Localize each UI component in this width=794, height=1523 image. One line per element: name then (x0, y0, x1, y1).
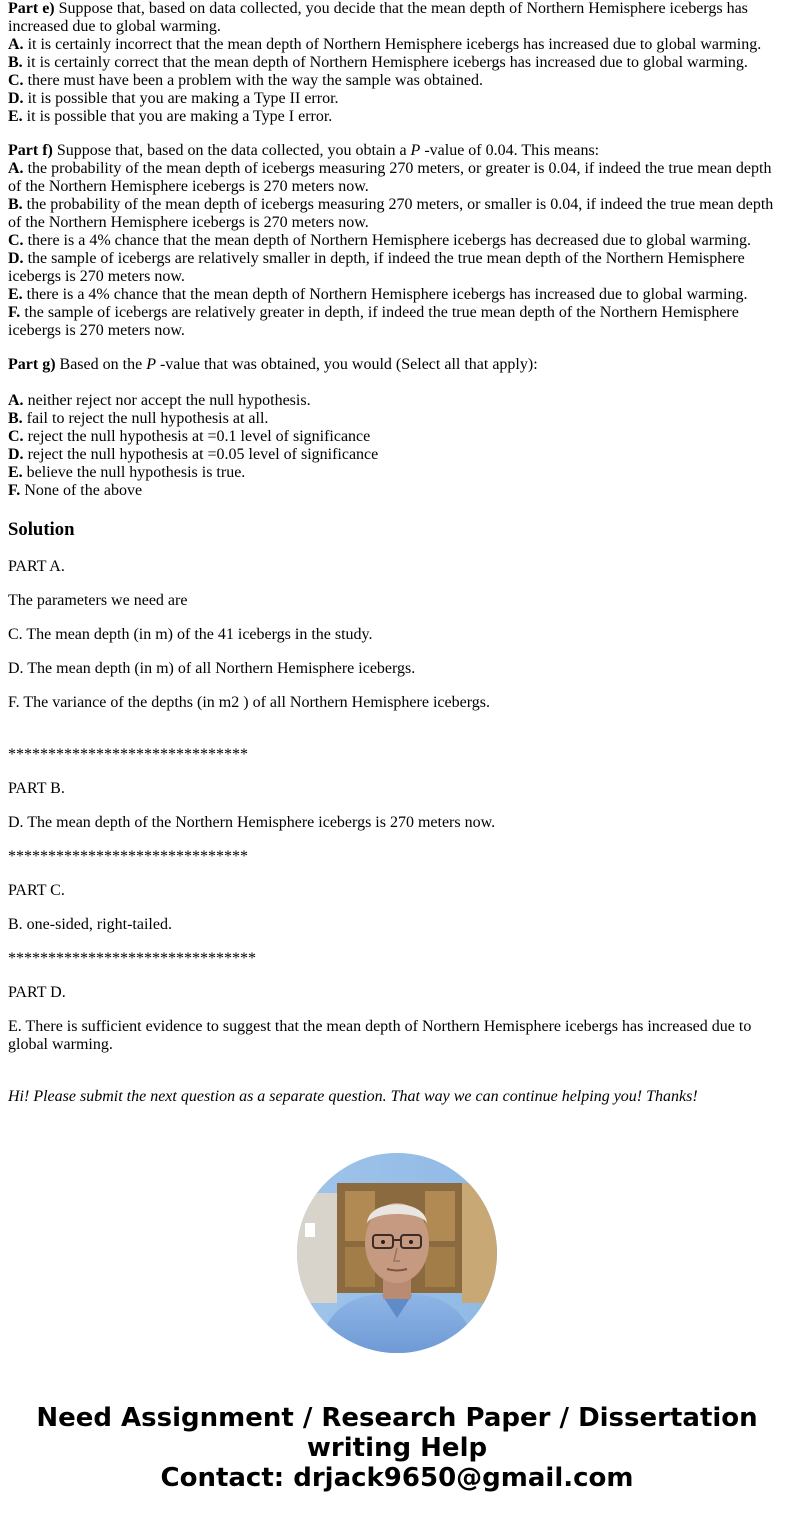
option-text: there must have been a problem with the way the sample was obtained. (27, 72, 483, 89)
spacer (8, 678, 786, 694)
option-letter: A. (8, 36, 24, 53)
part-a-item: C. The mean depth (in m) of the 41 icebergs in the study. (8, 626, 373, 643)
spacer (8, 934, 786, 950)
separator: ****************************** (8, 848, 248, 865)
spacer (8, 764, 786, 780)
option-row (8, 410, 786, 428)
option-text: the probability of the mean depth of icebergs measuring 270 meters, or greater is 0.04, if indeed the true mean depth of the Northern Hemisphere icebergs is 270 meters now. (8, 160, 772, 195)
part-e (8, 0, 786, 126)
option-text: it is certainly correct that the mean depth of Northern Hemisphere icebergs has increased due to global warming. (26, 54, 748, 71)
option-letter: D. (8, 90, 24, 107)
part-e-question: Suppose that, based on data collected, you decide that the mean depth of Northern Hemisphere icebergs has increased due to global warming. (8, 0, 748, 35)
option-letter: E. (8, 108, 23, 125)
option-text: neither reject nor accept the null hypothesis. (27, 392, 311, 409)
part-a-item: F. The variance of the depths (in m2 ) of all Northern Hemisphere icebergs. (8, 694, 490, 711)
spacer (8, 374, 786, 392)
spacer (8, 798, 786, 814)
option-letter: F. (8, 304, 21, 321)
footer-line: Need Assignment / Research Paper / Dissertation (36, 1403, 758, 1433)
part-c-answer: B. one-sided, right-tailed. (8, 916, 172, 933)
part-g (8, 356, 786, 374)
option-letter: C. (8, 232, 24, 249)
option-text: the probability of the mean depth of icebergs measuring 270 meters, or smaller is 0.04, if indeed the true mean depth of the Northern Hemisphere icebergs is 270 meters now. (8, 196, 774, 231)
spacer (8, 500, 786, 519)
option-text: believe the null hypothesis is true. (26, 464, 246, 481)
part-f-question-end: -value of 0.04. This means: (424, 142, 600, 159)
option-letter: A. (8, 392, 24, 409)
spacer (8, 1002, 786, 1018)
option-text: it is certainly incorrect that the mean depth of Northern Hemisphere icebergs has increased due to global warming. (27, 36, 762, 53)
document-body (8, 0, 786, 1106)
option-row (8, 286, 786, 304)
option-row (8, 90, 786, 108)
spacer (8, 340, 786, 356)
p-symbol: P (410, 142, 421, 159)
spacer (8, 900, 786, 916)
separator: ******************************* (8, 950, 256, 967)
option-row (8, 482, 786, 500)
part-d-title: PART D. (8, 984, 66, 1001)
part-d-answer: E. There is sufficient evidence to suggest that the mean depth of Northern Hemisphere icebergs has increased due to global warming. (8, 1018, 752, 1053)
part-b-answer: D. The mean depth of the Northern Hemisphere icebergs is 270 meters now. (8, 814, 496, 831)
spacer (8, 644, 786, 660)
p-symbol: P (146, 356, 156, 373)
part-e-label: Part e) (8, 0, 55, 17)
spacer (8, 126, 786, 142)
solution-heading: Solution (8, 519, 75, 540)
option-text: the sample of icebergs are relatively greater in depth, if indeed the true mean depth of the Northern Hemisphere icebergs is 270 meters now. (8, 304, 739, 339)
footer-line: writing Help (306, 1433, 488, 1463)
option-row (8, 72, 786, 90)
option-letter: B. (8, 54, 23, 71)
contact-footer (0, 1403, 794, 1493)
part-f (8, 142, 786, 340)
part-c-title: PART C. (8, 882, 65, 899)
option-text: reject the null hypothesis at =0.1 level of significance (27, 428, 371, 445)
spacer (8, 866, 786, 882)
part-g-question-end: -value that was obtained, you would (Select all that apply): (159, 356, 538, 373)
option-row (8, 160, 786, 196)
option-letter: D. (8, 250, 24, 267)
part-a-intro: The parameters we need are (8, 592, 188, 609)
footer-contact-email: Contact: drjack9650@gmail.com (160, 1463, 634, 1493)
option-row (8, 304, 786, 340)
part-g-options (8, 392, 786, 500)
part-a-title: PART A. (8, 558, 65, 575)
option-text: it is possible that you are making a Type II error. (27, 90, 339, 107)
closing-note: Hi! Please submit the next question as a separate question. That way we can continue helping you! Thanks! (8, 1088, 698, 1105)
spacer (8, 541, 786, 558)
option-letter: E. (8, 286, 23, 303)
option-text: the sample of icebergs are relatively smaller in depth, if indeed the true mean depth of the Northern Hemisphere icebergs is 270 meters now. (8, 250, 745, 285)
option-letter: F. (8, 482, 21, 499)
option-letter: D. (8, 446, 24, 463)
option-letter: B. (8, 410, 23, 427)
spacer (8, 968, 786, 984)
spacer (8, 832, 786, 848)
option-row (8, 36, 786, 54)
option-text: fail to reject the null hypothesis at all. (26, 410, 269, 427)
option-row (8, 196, 786, 232)
option-row (8, 446, 786, 464)
spacer (8, 610, 786, 626)
option-letter: E. (8, 464, 23, 481)
option-text: reject the null hypothesis at =0.05 level of significance (27, 446, 379, 463)
option-letter: A. (8, 160, 24, 177)
option-row (8, 392, 786, 410)
option-row (8, 54, 786, 72)
option-row (8, 108, 786, 126)
spacer (8, 1054, 786, 1088)
spacer (8, 712, 786, 746)
option-letter: B. (8, 196, 23, 213)
option-row (8, 428, 786, 446)
option-row (8, 232, 786, 250)
separator: ****************************** (8, 746, 248, 763)
part-b-title: PART B. (8, 780, 65, 797)
part-g-label: Part g) (8, 356, 56, 373)
option-text: None of the above (24, 482, 143, 499)
option-letter: C. (8, 72, 24, 89)
avatar (297, 1153, 497, 1353)
option-text: it is possible that you are making a Type I error. (26, 108, 333, 125)
part-f-question-start: Suppose that, based on the data collected, you obtain a (56, 142, 407, 159)
option-row (8, 464, 786, 482)
part-f-label: Part f) (8, 142, 53, 159)
part-a-item: D. The mean depth (in m) of all Northern Hemisphere icebergs. (8, 660, 416, 677)
part-g-question-start: Based on the (59, 356, 143, 373)
option-letter: C. (8, 428, 24, 445)
option-text: there is a 4% chance that the mean depth of Northern Hemisphere icebergs has decreased due to global warming. (27, 232, 751, 249)
option-row (8, 250, 786, 286)
option-text: there is a 4% chance that the mean depth of Northern Hemisphere icebergs has increased due to global warming. (26, 286, 748, 303)
spacer (8, 576, 786, 592)
avatar-portrait-image (297, 1153, 497, 1353)
